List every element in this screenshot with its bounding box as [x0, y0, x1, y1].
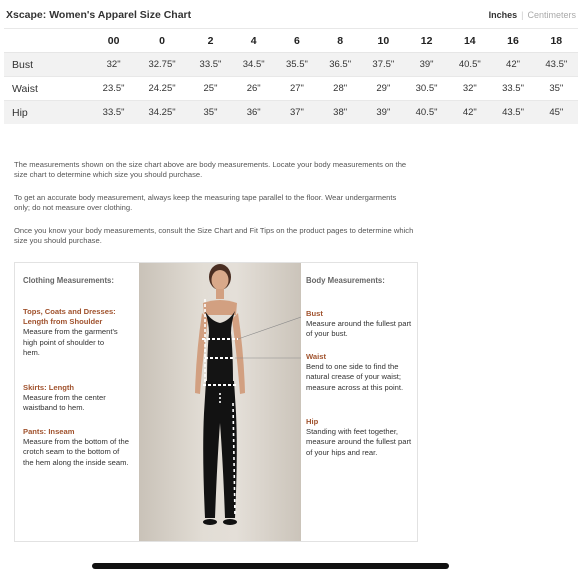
table-cell: 34.25"	[148, 107, 176, 118]
row-label: Waist	[12, 82, 38, 95]
home-indicator-bar[interactable]	[92, 563, 449, 569]
intro-paragraph: The measurements shown on the size chart above are body measurements. Locate your body measurements on the size chart to determine which size you should purchase.	[14, 160, 407, 179]
table-cell: 34.5"	[242, 59, 265, 70]
block-title: Pants: Inseam	[23, 427, 75, 436]
block-title: Waist	[306, 352, 326, 361]
table-cell: 27"	[289, 83, 304, 94]
table-cell: 45"	[549, 107, 564, 118]
size-header-row	[4, 29, 578, 53]
consult-paragraph: Once you know your body measurements, consult the Size Chart and Fit Tips on the product pages to determine which size you should purchase.	[14, 226, 414, 245]
table-cell: 42"	[462, 107, 477, 118]
table-cell: 32"	[106, 59, 121, 70]
block-text: Measure from the garment's high point of shoulder to hem.	[23, 327, 118, 357]
size-header: 18	[550, 34, 563, 47]
table-cell: 35"	[203, 107, 218, 118]
table-cell: 23.5"	[102, 83, 125, 94]
table-cell: 43.5"	[545, 59, 568, 70]
size-header: 12	[420, 34, 433, 47]
table-cell: 37.5"	[372, 59, 395, 70]
pants-inseam-block	[23, 427, 129, 468]
table-cell: 36"	[246, 107, 261, 118]
size-table	[4, 28, 578, 124]
size-header: 4	[250, 34, 257, 47]
block-text: Standing with feet together, measure around the fullest part of your hips and rear.	[306, 427, 412, 457]
block-title: Bust	[306, 309, 323, 318]
body-measurements-heading: Body Measurements:	[306, 276, 385, 285]
size-header: 00	[107, 34, 120, 47]
block-text: Bend to one side to find the natural crease of your waist; measure across at this point.	[306, 362, 404, 392]
size-header: 2	[207, 34, 214, 47]
table-cell: 33.5"	[199, 59, 222, 70]
page-title: Xscape: Women's Apparel Size Chart	[6, 9, 192, 21]
tops-length-block	[23, 307, 123, 358]
table-cell: 40.5"	[415, 107, 438, 118]
block-title: Skirts: Length	[23, 383, 75, 392]
row-label: Hip	[12, 106, 28, 119]
table-cell: 33.5"	[102, 107, 125, 118]
table-cell: 36.5"	[329, 59, 352, 70]
size-header: 8	[337, 34, 344, 47]
table-cell: 29"	[376, 83, 391, 94]
table-cell: 32.75"	[148, 59, 176, 70]
table-row-bust	[4, 53, 578, 77]
block-text: Measure from the bottom of the crotch seam to the bottom of the hem along the inside seam.	[23, 437, 129, 467]
table-cell: 28"	[333, 83, 348, 94]
unit-inches-link[interactable]: Inches	[488, 10, 518, 20]
table-cell: 30.5"	[415, 83, 438, 94]
table-cell: 39"	[376, 107, 391, 118]
size-header: 10	[377, 34, 390, 47]
size-header: 0	[159, 34, 165, 47]
model-photo	[139, 263, 301, 541]
table-cell: 24.25"	[148, 83, 176, 94]
unit-separator: |	[521, 10, 524, 20]
size-header: 16	[507, 34, 519, 47]
table-cell: 35.5"	[285, 59, 308, 70]
unit-toggle	[489, 10, 576, 20]
table-cell: 40.5"	[458, 59, 481, 70]
table-row-hip	[4, 101, 578, 125]
skirts-length-block	[23, 383, 127, 414]
block-text: Measure around the fullest part of your bust.	[306, 319, 412, 339]
size-chart-header	[6, 6, 576, 26]
table-cell: 38"	[333, 107, 348, 118]
row-label: Bust	[12, 58, 34, 71]
unit-centimeters-link[interactable]: Centimeters	[527, 10, 576, 20]
table-cell: 33.5"	[502, 83, 524, 94]
corner-cell	[4, 29, 92, 53]
table-cell: 26"	[246, 83, 261, 94]
measurement-figure	[14, 262, 418, 542]
block-title: Hip	[306, 417, 319, 426]
tape-tip-paragraph: To get an accurate body measurement, always keep the measuring tape parallel to the floor. Wear undergarments only; do not measure over clothing.	[14, 193, 397, 212]
model-figure-illustration	[139, 263, 301, 541]
table-cell: 42"	[506, 59, 520, 70]
table-cell: 43.5"	[502, 107, 524, 118]
table-cell: 39"	[419, 59, 434, 70]
block-title: Tops, Coats and Dresses: Length from Shoulder	[23, 307, 116, 327]
block-text: Measure from the center waistband to hem.	[23, 393, 106, 413]
clothing-measurements-heading: Clothing Measurements:	[23, 276, 114, 285]
hip-block	[306, 417, 412, 458]
bust-block	[306, 309, 412, 340]
table-cell: 37"	[289, 107, 304, 118]
size-header: 14	[463, 34, 476, 47]
table-row-waist	[4, 77, 578, 101]
size-header: 6	[294, 34, 300, 47]
table-cell: 32"	[462, 83, 477, 94]
table-cell: 35"	[549, 83, 564, 94]
table-cell: 25"	[203, 83, 218, 94]
waist-block	[306, 352, 410, 393]
